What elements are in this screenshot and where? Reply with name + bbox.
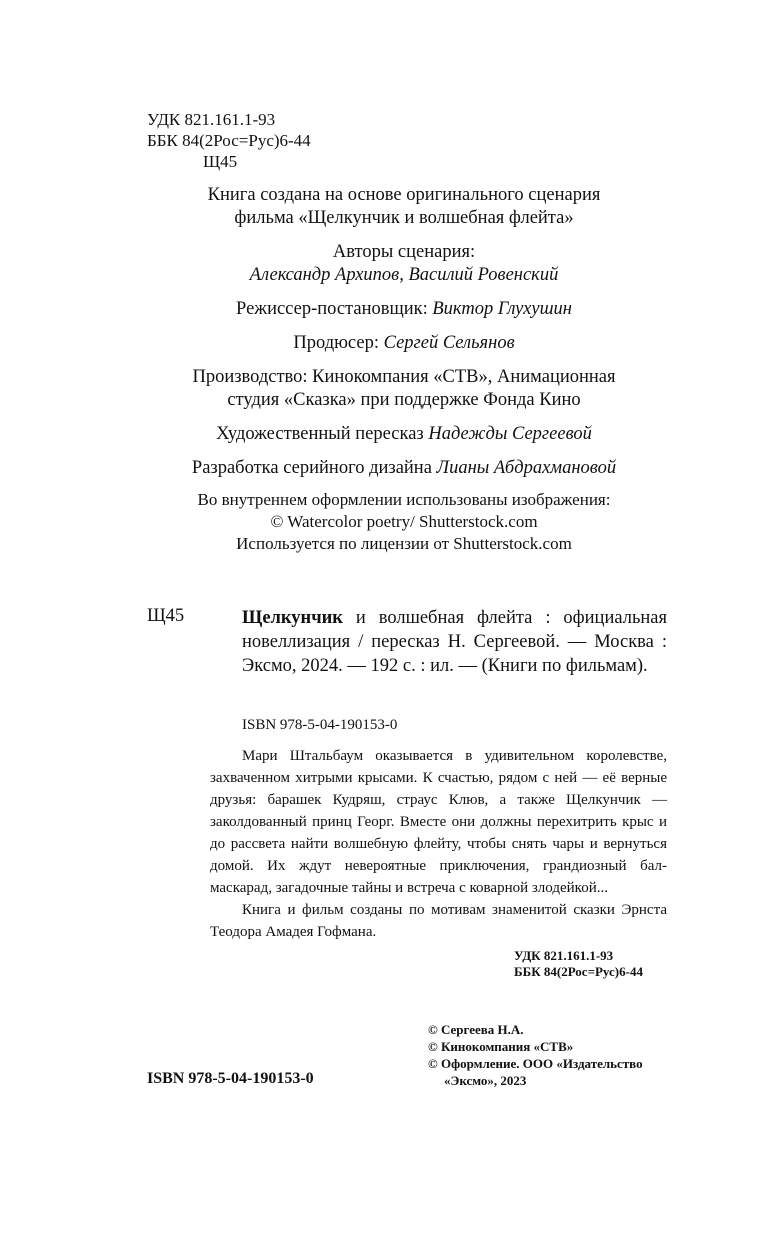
screenplay-label: Авторы сценария: bbox=[332, 242, 476, 262]
catalog-code: Щ45 bbox=[147, 606, 185, 626]
catalog-title-bold: Щелкунчик bbox=[242, 608, 343, 628]
catalog-isbn: ISBN 978-5-04-190153-0 bbox=[242, 717, 398, 733]
annotation-para-2: Книга и фильм созданы по мотивам знаменитой сказки Эрнста Теодора Амадея Гофмана. bbox=[210, 902, 667, 940]
production-line-1: Производство: Кинокомпания «СТВ», Анимационная bbox=[192, 367, 616, 387]
catalog-title-rest: и волшебная флейта : официальная новеллизация / пересказ Н. Сергеевой. — Москва : Эксмо, 2024. — 192 с. : ил. — (Книги по фильмам). bbox=[242, 608, 668, 676]
isbn-main: ISBN 978-5-04-190153-0 bbox=[147, 1070, 314, 1087]
classification-block bbox=[147, 109, 311, 172]
catalog-entry bbox=[242, 606, 667, 678]
screenplay-names: Александр Архипов, Василий Ровенский bbox=[249, 265, 559, 285]
bbk-code-bottom: ББК 84(2Рос=Рус)6-44 bbox=[514, 964, 643, 979]
udk-code: УДК 821.161.1-93 bbox=[147, 110, 276, 129]
copyright-line-4: «Эксмо», 2023 bbox=[444, 1073, 527, 1088]
retelling-name: Надежды Сергеевой bbox=[428, 424, 592, 444]
copyright-line-1: © Сергеева Н.А. bbox=[428, 1022, 524, 1037]
images-line-1: Во внутреннем оформлении использованы изображения: bbox=[197, 490, 611, 509]
annotation bbox=[210, 745, 667, 943]
images-line-3: Используется по лицензии от Shutterstock.com bbox=[236, 534, 572, 553]
production-line-2: студия «Сказка» при поддержке Фонда Кино bbox=[227, 390, 581, 410]
copyright-block bbox=[428, 1021, 643, 1089]
udk-code-bottom: УДК 821.161.1-93 bbox=[514, 948, 614, 963]
director-name: Виктор Глухушин bbox=[432, 299, 572, 319]
bbk-code: ББК 84(2Рос=Рус)6-44 bbox=[147, 131, 311, 150]
author-sign: Щ45 bbox=[203, 152, 238, 171]
producer-credit: Продюсер: Сергей Сельянов bbox=[293, 333, 515, 353]
design-credit: Разработка серийного дизайна Лианы Абдрахмановой bbox=[191, 458, 617, 478]
credits-block bbox=[100, 184, 708, 555]
retelling-credit: Художественный пересказ Надежды Сергеевой bbox=[216, 424, 592, 444]
based-on-line-2: фильма «Щелкунчик и волшебная флейта» bbox=[234, 208, 574, 228]
copyright-line-2: © Кинокомпания «СТВ» bbox=[428, 1039, 574, 1054]
based-on-line-1: Книга создана на основе оригинального сценария bbox=[207, 185, 601, 205]
annotation-para-1: Мари Штальбаум оказывается в удивительном королевстве, захваченном хитрыми крысами. К счастью, рядом с ней — её верные друзья: барашек Кудряш, страус Клюв, а также Щелкунчик — заколдованный принц Георг. Вместе они должны перехитрить крыс и до рассвета найти волшебную флейту, чтобы снять чары и вернуться домой. Их ждут невероятные приключения, грандиозный бал-маскарад, загадочные тайны и встреча с коварной злодейкой... bbox=[210, 748, 667, 896]
copyright-line-3: © Оформление. ООО «Издательство bbox=[428, 1056, 643, 1071]
design-name: Лианы Абдрахмановой bbox=[436, 458, 617, 478]
images-line-2: © Watercolor poetry/ Shutterstock.com bbox=[270, 512, 538, 531]
director-credit: Режиссер-постановщик: Виктор Глухушин bbox=[236, 299, 572, 319]
producer-name: Сергей Сельянов bbox=[383, 333, 515, 353]
classification-bottom bbox=[514, 948, 643, 980]
